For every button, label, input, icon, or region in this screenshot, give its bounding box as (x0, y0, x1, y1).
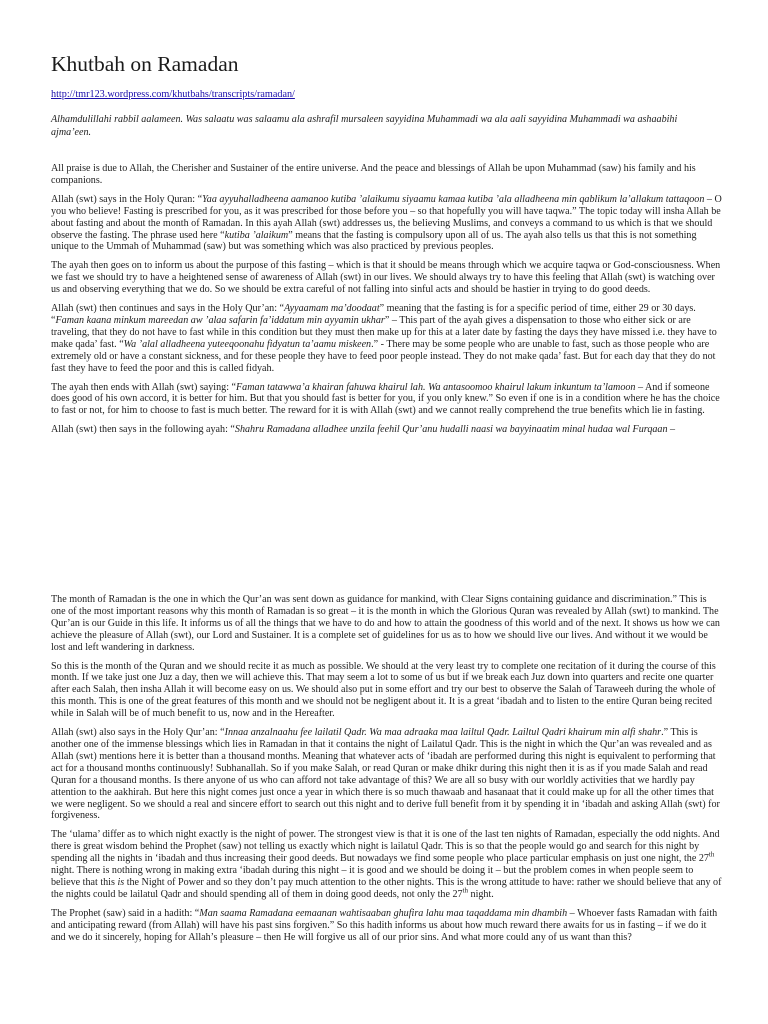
ayah-transliteration: Faman tatawwa’a khairan fahuwa khairul lah. Wa antasoomoo khairul lakum inkuntum ta’lamoon (236, 381, 636, 393)
hadith-transliteration: Man saama Ramadana eemaanan wahtisaaban ghufira lahu maa taqaddama min dhambih (199, 907, 568, 919)
text-run: ” meaning that the fasting is for a specific period of time, either 29 or 30 days. “ (51, 303, 696, 326)
text-run: .” This is another one of the immense blessings which lies in Ramadan in that it contains the night of Lailatul Qadr. This is the night in which the Qur’an was revealed and as Allah (swt) mentions here it is better than a thousand months. Meaning that whatever acts of ‘ibadah are performed during this night is equivalent to performing that act for a thousand months continuously! Subhanallah. So if you make Salah, or read Quran or make dhikr during this night then it is as if you made Salah and read Quran for a thousand months. Is there anyone of us who can afford not take advantage of this? We are all so busy with our worldly activities that we hardly pay attention to the aakhirah. But here this night comes just once a year in which there is so much thawaab and hasanaat that it could make up for all the other times that we were negligent. So we should a real and sincere effort to search out this night and to derive full benefit from it by spending it in ‘ibadah and asking Allah (swt) for forgiveness. (51, 727, 720, 822)
text-run: ” – This part of the ayah gives a dispensation to those who either sick or are traveling, that they do not have to fast while in this condition but they must then make up for this at a later date by fasting the days they have missed i.e. they have to make qada’ fast. “ (51, 314, 717, 350)
text-run: .” - There may be some people who are unable to fast, such as those people who are extremely old or have a constant sickness, and for these people they have to feed poor people instead. They do not make qada’ fast. But for each day that they do not fast they have to feed the poor and this is called fidyah. (51, 338, 716, 374)
text-run: night. There is nothing wrong in making extra ‘ibadah during this night – it is good and we should be doing it – but the problem comes in when people seem to believe that this (51, 865, 694, 888)
text-run: – Whoever fasts Ramadan with faith and anticipating reward (from Allah) will have his past sins forgiven.” So this hadith informs us about how much reward there awaits for us in fasting – if we do it and we do it sincerely, hoping for Allah’s pleasure – then He will forgive us all of our prior sins. And what more could any of us want than this? (51, 907, 718, 943)
paragraph-9 (51, 727, 723, 822)
text-run: Allah (swt) then continues and says in the Holy Qur’an: “ (51, 303, 285, 315)
ayah-transliteration: Faman kaana minkum mareedan aw ’alaa safarin fa’iddatum min ayyamin ukhar (55, 314, 385, 326)
body-section-2 (51, 594, 723, 950)
paragraph-4 (51, 303, 723, 374)
ordinal-suffix: th (708, 850, 715, 859)
text-run: – O you who believe! Fasting is prescribed for you, as it was prescribed for those before you – so that hopefully you will have taqwa.” The topic today will insha Allah be about fasting and about the month of Ramadan. In this ayah Allah (swt) addresses us, the believing Muslims, and conveys a command to us which is that we should observe the fasting. The phrase used here “ (51, 193, 722, 241)
arabic-phrase: kutiba ’alaikum (224, 229, 289, 241)
paragraph-6 (51, 424, 723, 436)
opening-invocation: Alhamdulillahi rabbil aalameen. Was salaatu was salaamu ala ashrafil mursaleen sayyidina Muhammadi wa ala aali sayyidina Muhammadi wa ashaabihi ajma’een. (51, 114, 678, 138)
page-title: Khutbah on Ramadan (51, 52, 239, 76)
text-run: The ‘ulama’ differ as to which night exactly is the night of power. The strongest view is that it is one of the last ten nights of Ramadan, especially the odd nights. And there is great wisdom behind the Prophet (saw) not telling us exactly which night is lailatul Qadr. This is so that the people would go and search for this night by spending all the nights in ‘ibadah and thus increasing their good deeds. But nowadays we find some people who place particular emphasis on just one night, the 27 (51, 829, 720, 865)
text-run: Allah (swt) also says in the Holy Qur’an: “ (51, 727, 225, 739)
ayah-transliteration: Innaa anzalnaahu fee lailatil Qadr. Wa maa adraaka maa lailtul Qadr. Lailtul Qadri khairum min alfi shahr (224, 727, 662, 739)
body-section-1 (51, 163, 723, 443)
paragraph-7: The month of Ramadan is the one in which the Qur’an was sent down as guidance for mankind, with Clear Signs containing guidance and discrimination.” This is one of the most important reasons why this month of Ramadan is so great – it is the month in which the Glorious Quran was revealed by Allah (swt) to mankind. The Qur’an is our Guide in this life. It informs us of all the things that we have to do and how to attain the goodness of this world and of the next. It shows us how we can achieve the pleasure of Allah (swt), our Lord and Sustainer. It is a complete set of guidelines for us as to how we should live our lives. And without it we would be lost and left wandering in darkness. (51, 594, 720, 653)
ayah-transliteration: Ayyaamam ma’doodaat (284, 303, 380, 315)
ordinal-suffix: th (462, 886, 468, 895)
ayah-transliteration: Wa ’alal alladheena yuteeqoonahu fidyatun ta’aamu miskeen (123, 338, 372, 350)
text-run: Allah (swt) says in the Holy Quran: “ (51, 193, 203, 205)
paragraph-11 (51, 908, 723, 944)
paragraph-5 (51, 382, 723, 418)
paragraph-10 (51, 829, 723, 900)
paragraph-8: So this is the month of the Quran and we should recite it as much as possible. We should at the very least try to complete one recitation of it during the course of this month. If we take just one Juz a day, then we will achieve this. That may seem a lot to some of us but if we break each Juz down into quarters and recite one quarter after each Salah, then insha Allah it will become easy on us. We should also put in some effort and try our best to observe the Salah of Taraweeh during the whole of this month. This is one of the great features of this month and we should not be negligent about it. It is a great ‘ibadah and to listen to the entire Quran being recited while in Salah will be of much benefit to us, now and in the Hereafter. (51, 660, 716, 720)
text-run: The ayah then ends with Allah (swt) saying: “ (51, 381, 237, 393)
text-run: – And if someone does good of his own accord, it is better for him. But that you should fast is better for you, if you only knew.” So even if one is in a condition where he has the choice to fast or not, for him to choose to fast is much better. The reward for it is with Allah (swt) and we cannot really comprehend the true benefits which lie in fasting. (51, 381, 720, 417)
paragraph-2 (51, 194, 723, 254)
paragraph-3: The ayah then goes on to inform us about the purpose of this fasting – which is that it should be means through which we acquire taqwa or God-consciousness. When we fast we should try to have a heightened sense of awareness of Allah (swt) in our lives. We should always try to have this feeling that Allah (swt) is watching over us and observing everything that we do. So we should be extra careful of not falling into sinful acts and should be hastier in trying to do good deeds. (51, 260, 721, 296)
text-run: the Night of Power and so they don’t pay much attention to the other nights. This is the wrong attitude to have: rather we should believe that any of the nights could be lailatul Qadr and should spending all of them in doing good deeds, not only the 27 (51, 876, 722, 900)
text-run: The Prophet (saw) said in a hadith: “ (51, 907, 200, 919)
emphasis: is (117, 876, 125, 888)
text-run: ” means that the fasting is compulsory upon all of us. The ayah also tells us that this is not something unique to the Ummah of Muhammad (saw) but was something which was also practiced by previous peoples. (51, 229, 697, 253)
text-run: – (667, 424, 676, 436)
text-run: night. (468, 888, 494, 900)
ayah-transliteration: Yaa ayyuhalladheena aamanoo kutiba ’alaikumu siyaamu kamaa kutiba ’ala alladheena min qablikum la’allakum tattaqoon (202, 193, 705, 205)
text-run: Allah (swt) then says in the following ayah: “ (51, 424, 235, 436)
source-link[interactable]: http://tmr123.wordpress.com/khutbahs/transcripts/ramadan/ (51, 89, 295, 100)
paragraph-1: All praise is due to Allah, the Cherisher and Sustainer of the entire universe. And the peace and blessings of Allah be upon Muhammad (saw) his family and his companions. (51, 163, 696, 186)
ayah-transliteration: Shahru Ramadana alladhee unzila feehil Qur’anu hudalli naasi wa bayyinaatim minal hudaa wal Furqaan (234, 424, 668, 436)
